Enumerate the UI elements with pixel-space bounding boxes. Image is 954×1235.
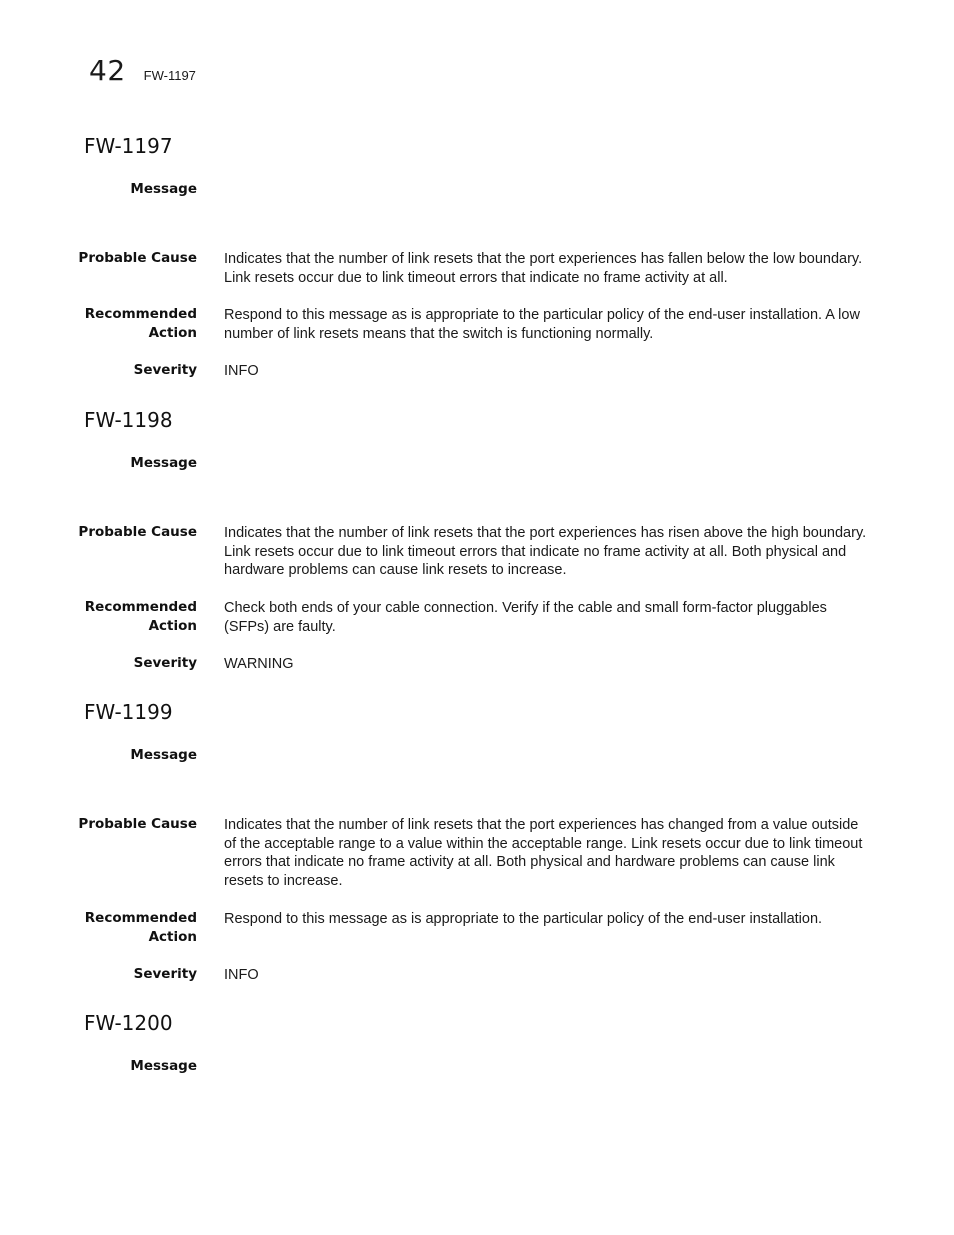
recommended-action-label bbox=[60, 909, 197, 947]
severity-label: Severity bbox=[133, 362, 197, 378]
severity-value: INFO bbox=[224, 363, 259, 379]
probable-cause-label: Probable Cause bbox=[78, 524, 197, 540]
page-header bbox=[89, 54, 196, 90]
section-title: FW-1197 bbox=[84, 134, 173, 158]
recommended-action-text: Check both ends of your cable connection. Verify if the cable and small form-factor pluggables (SFPs) are faulty. bbox=[224, 600, 827, 635]
probable-cause-text: Indicates that the number of link resets that the port experiences has risen above the high boundary. Link resets occur due to link timeout errors that indicate no frame activity at all. Both physical and hardware problems can cause link resets to increase. bbox=[224, 525, 867, 579]
section-title: FW-1199 bbox=[84, 700, 173, 724]
recommended-label-line1: Recommended bbox=[84, 306, 197, 322]
severity-value: INFO bbox=[224, 967, 259, 983]
severity-value: WARNING bbox=[224, 656, 294, 672]
message-label: Message bbox=[130, 455, 197, 471]
recommended-label-line1: Recommended bbox=[84, 910, 197, 926]
severity-label: Severity bbox=[133, 966, 197, 982]
recommended-action-text: Respond to this message as is appropriate to the particular policy of the end-user installation. A low number of link resets means that the switch is functioning normally. bbox=[224, 307, 860, 342]
recommended-label-line2: Action bbox=[148, 929, 197, 945]
running-title: FW-1197 bbox=[143, 68, 196, 83]
section-title: FW-1200 bbox=[84, 1011, 173, 1035]
probable-cause-text: Indicates that the number of link resets that the port experiences has changed from a value outside of the acceptable range to a value within the acceptable range. Link resets occur due to link timeout errors that indicate no frame activity at all. Both physical and hardware problems can cause link resets to increase. bbox=[224, 817, 863, 890]
recommended-label-line2: Action bbox=[148, 618, 197, 634]
probable-cause-text: Indicates that the number of link resets that the port experiences has fallen below the low boundary. Link resets occur due to link timeout errors that indicate no frame activity at all. bbox=[224, 251, 863, 286]
recommended-action-text: Respond to this message as is appropriate to the particular policy of the end-user installation. bbox=[224, 911, 823, 927]
recommended-label-line1: Recommended bbox=[84, 599, 197, 615]
message-label: Message bbox=[130, 747, 197, 763]
page-number: 42 bbox=[89, 54, 126, 87]
probable-cause-label: Probable Cause bbox=[78, 250, 197, 266]
recommended-action-label bbox=[60, 598, 197, 636]
recommended-label-line2: Action bbox=[148, 325, 197, 341]
severity-label: Severity bbox=[133, 655, 197, 671]
section-title: FW-1198 bbox=[84, 408, 173, 432]
probable-cause-label: Probable Cause bbox=[78, 816, 197, 832]
message-label: Message bbox=[130, 1058, 197, 1074]
message-label: Message bbox=[130, 181, 197, 197]
recommended-action-label bbox=[60, 305, 197, 343]
